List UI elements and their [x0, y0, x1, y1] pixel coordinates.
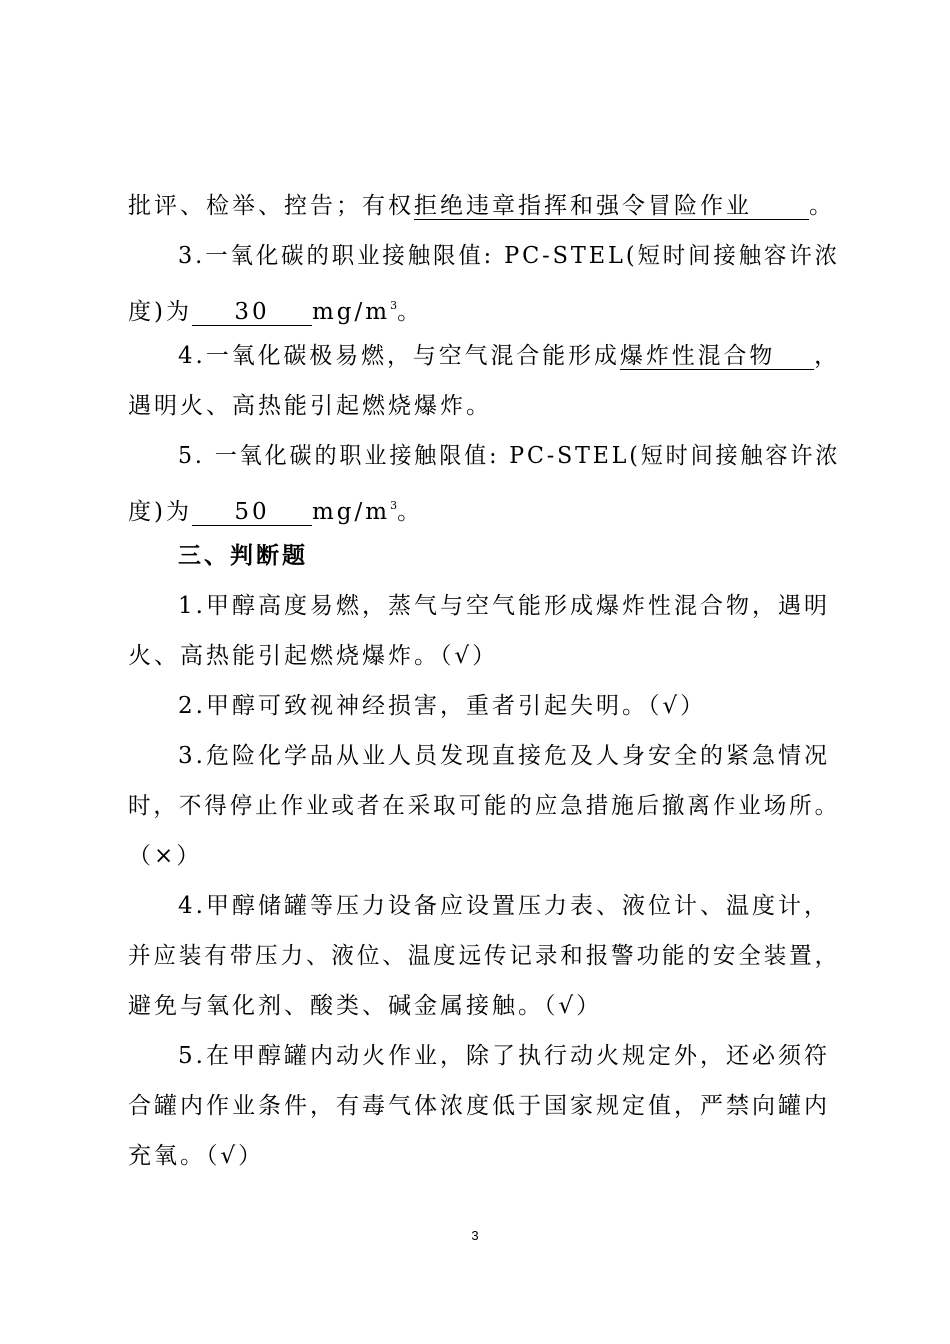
question-5-line-1: 5. 一氧化碳的职业接触限值: PC-STEL(短时间接触容许浓: [178, 443, 841, 469]
fill-in-line-a: [128, 191, 835, 221]
question-3-line-2: [128, 291, 423, 327]
text: 。: [809, 193, 835, 219]
judgment-3-line-3: （×）: [128, 843, 203, 869]
answer-blank: 爆炸性混合物: [620, 343, 814, 370]
judgment-5-line-2: 合罐内作业条件，有毒气体浓度低于国家规定值，严禁向罐内: [128, 1093, 830, 1119]
judgment-1-line-2: 火、高热能引起燃烧爆炸。（√）: [128, 643, 499, 669]
question-4-line-2: 遇明火、高热能引起燃烧爆炸。: [128, 393, 492, 419]
text: 。: [397, 499, 424, 525]
text: ，: [814, 343, 840, 369]
superscript: 3: [390, 499, 398, 512]
judgment-1-line-1: 1.甲醇高度易燃，蒸气与空气能形成爆炸性混合物，遇明: [178, 593, 830, 619]
judgment-5-line-1: 5.在甲醇罐内动火作业，除了执行动火规定外，还必须符: [178, 1043, 830, 1069]
unit: mg/m: [311, 499, 391, 525]
judgment-4-line-3: 避免与氧化剂、酸类、碱金属接触。（√）: [128, 993, 603, 1019]
question-4-line-1: [178, 341, 840, 371]
text: 。: [397, 299, 424, 325]
judgment-3-line-1: 3.危险化学品从业人员发现直接危及人身安全的紧急情况: [178, 743, 830, 769]
answer-blank: 50: [192, 499, 312, 526]
unit: mg/m: [311, 299, 391, 325]
judgment-2-line-1: 2.甲醇可致视神经损害，重者引起失明。（√）: [178, 693, 707, 719]
answer-blank: 30: [192, 299, 312, 326]
judgment-5-line-3: 充氧。（√）: [128, 1143, 265, 1169]
text: 度)为: [128, 499, 192, 525]
text: 4.一氧化碳极易燃，与空气混合能形成: [178, 343, 620, 369]
judgment-4-line-1: 4.甲醇储罐等压力设备应设置压力表、液位计、温度计，: [178, 893, 830, 919]
judgment-4-line-2: 并应装有带压力、液位、温度远传记录和报警功能的安全装置，: [128, 943, 840, 969]
answer-blank: 拒绝违章指挥和强令冒险作业: [414, 193, 809, 220]
question-5-line-2: [128, 491, 423, 527]
text: 度)为: [128, 299, 192, 325]
judgment-3-line-2: 时，不得停止作业或者在采取可能的应急措施后撤离作业场所。: [128, 793, 840, 819]
text: 批评、检举、控告；有权: [128, 193, 414, 219]
superscript: 3: [390, 299, 398, 312]
section-heading: 三、判断题: [178, 542, 308, 569]
question-3-line-1: 3.一氧化碳的职业接触限值: PC-STEL(短时间接触容许浓: [178, 243, 840, 269]
page-number: 3: [471, 1228, 479, 1243]
